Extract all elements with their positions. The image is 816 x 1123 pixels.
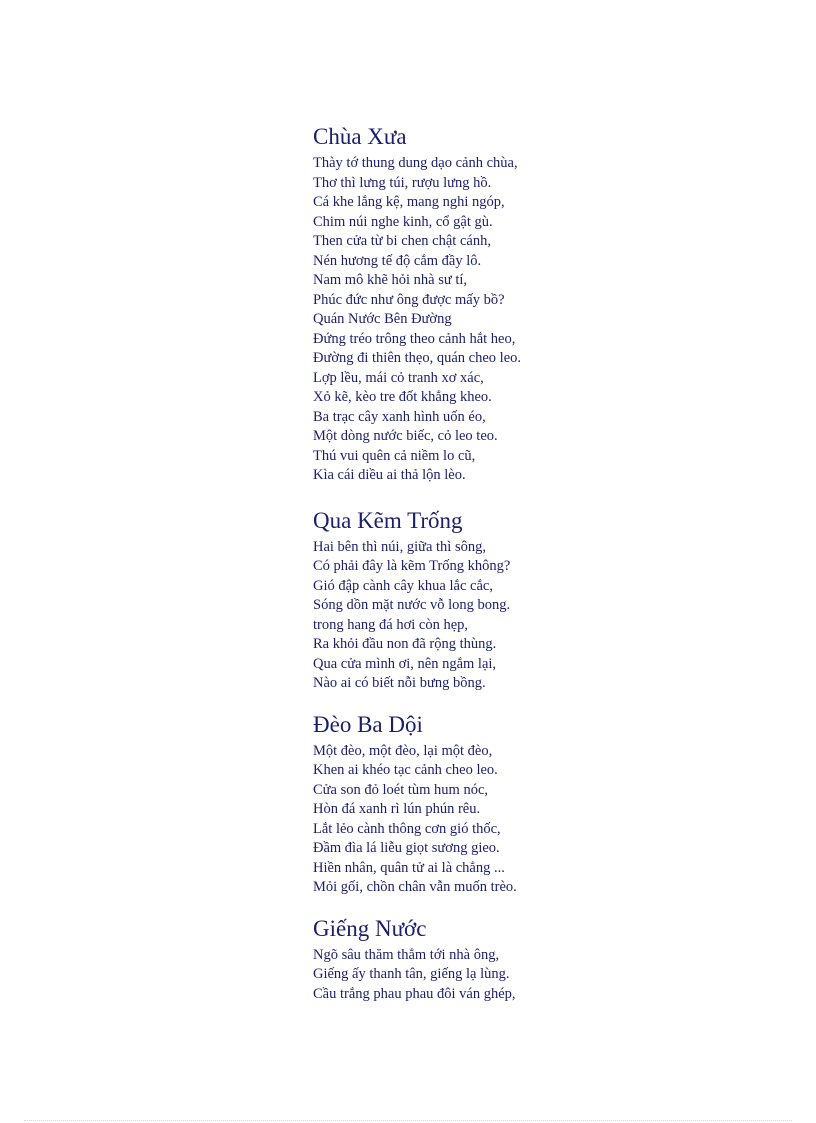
- poem-title: Giếng Nước: [313, 915, 427, 941]
- poem-subtitle-line: Quán Nước Bên Đường: [313, 311, 452, 327]
- poem-line: Mỏi gối, chồn chân vẫn muốn trèo.: [313, 879, 517, 895]
- poem-line: Hai bên thì núi, giữa thì sông,: [313, 538, 486, 555]
- poem-title: Chùa Xưa: [313, 124, 407, 149]
- poem-line: Phúc đức như ông được mấy bồ?: [313, 291, 505, 308]
- poem-line: Sóng dồn mặt nước vỗ long bong.: [313, 597, 511, 613]
- poem-gieng-nuoc: [313, 914, 793, 1005]
- poem-chua-xua: [313, 122, 793, 486]
- poem-line: Gió đập cành cây khua lắc cắc,: [313, 577, 493, 594]
- poem-line: Qua cửa mình ơi, nên ngắm lại,: [313, 655, 497, 672]
- poem-lines: [313, 154, 793, 486]
- poem-line: Cầu trắng phau phau đôi ván ghép,: [313, 985, 516, 1002]
- poem-lines: [313, 946, 793, 1005]
- poem-line: Lợp lều, mái cỏ tranh xơ xác,: [313, 369, 484, 386]
- poem-deo-ba-doi: [313, 710, 793, 898]
- poem-line: Một dòng nước biếc, cỏ leo teo.: [313, 428, 498, 444]
- poem-line: Thú vui quên cả niềm lo cũ,: [313, 447, 476, 464]
- poem-line: Ba trạc cây xanh hình uốn éo,: [313, 408, 486, 425]
- poem-line: Ra khỏi đầu non đã rộng thùng.: [313, 636, 497, 652]
- poem-line: Thơ thì lưng túi, rượu lưng hồ.: [313, 174, 492, 191]
- poem-line: Một đèo, một đèo, lại một đèo,: [313, 742, 493, 759]
- poem-title: Đèo Ba Dội: [313, 711, 423, 737]
- poem-line: Đứng tréo trông theo cảnh hắt heo,: [313, 330, 516, 347]
- poem-line: trong hang đá hơi còn hẹp,: [313, 616, 469, 633]
- poem-line: Nén hương tế độ cắm đầy lô.: [313, 252, 482, 269]
- poem-line: Thày tớ thung dung dạo cảnh chùa,: [313, 155, 518, 171]
- poem-line: Hiền nhân, quân tử ai là chẳng ...: [313, 859, 505, 876]
- poem-line: Hòn đá xanh rì lún phún rêu.: [313, 801, 481, 817]
- page-bottom-divider: [24, 1120, 792, 1121]
- poem-line: Lắt lẻo cành thông cơn gió thốc,: [313, 820, 501, 837]
- poem-line: Chim núi nghe kinh, cổ gật gù.: [313, 213, 493, 230]
- poem-line: Có phải đây là kẽm Trống không?: [313, 558, 511, 574]
- poem-line: Ngõ sâu thăm thẳm tới nhà ông,: [313, 946, 500, 963]
- poem-line: Cửa son đỏ loét tùm hum nóc,: [313, 781, 488, 798]
- poem-line: Then cửa từ bi chen chật cánh,: [313, 233, 491, 249]
- poem-line: Kìa cái diều ai thả lộn lèo.: [313, 467, 466, 483]
- poem-lines: [313, 538, 793, 694]
- poem-line: Nam mô khẽ hỏi nhà sư tí,: [313, 272, 468, 288]
- document-page: [313, 122, 793, 1004]
- poem-line: Giếng ấy thanh tân, giếng lạ lùng.: [313, 966, 510, 982]
- poem-line: Khen ai khéo tạc cảnh cheo leo.: [313, 762, 498, 778]
- poem-lines: [313, 742, 793, 898]
- poem-line: Nào ai có biết nỗi bưng bồng.: [313, 675, 486, 691]
- poem-title: Qua Kẽm Trống: [313, 507, 463, 533]
- poem-qua-kem-trong: [313, 506, 793, 694]
- poem-line: Đường đi thiên thẹo, quán cheo leo.: [313, 350, 522, 366]
- poem-line: Xỏ kẽ, kèo tre đốt khẳng kheo.: [313, 389, 492, 405]
- poem-line: Cá khe lắng kệ, mang nghi ngóp,: [313, 194, 505, 210]
- poem-line: Đầm đìa lá liễu giọt sương gieo.: [313, 840, 500, 856]
